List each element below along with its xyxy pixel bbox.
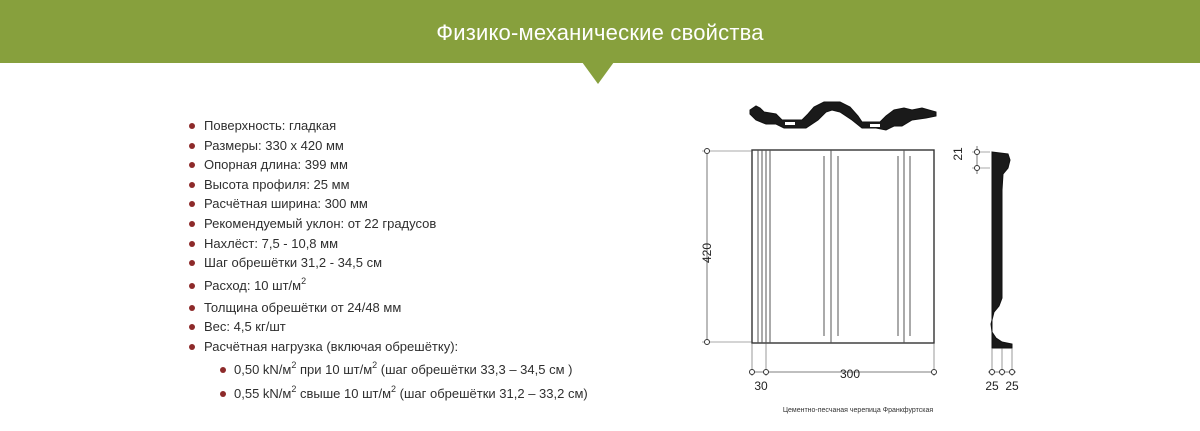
tile-drawing (690, 98, 1030, 428)
header-pointer (582, 62, 614, 84)
property-consumption: Расход: 10 $шт/м^2$ (188, 273, 588, 298)
dim-height: 420 (700, 242, 714, 264)
section-header (0, 0, 1200, 63)
property-profile-height: Высота профиля: 25 мм (188, 175, 588, 195)
dim-side-right: 25 (1005, 379, 1019, 393)
property-calc-width: Расчётная ширина: 300 мм (188, 194, 588, 214)
property-batten-spacing: Шаг обрешётки 31,2 - 34,5 см (188, 253, 588, 273)
property-batten-thickness: Толщина обрешётки от 24/48 мм (188, 298, 588, 318)
property-slope: Рекомендуемый уклон: от 22 градусов (188, 214, 588, 234)
dim-top-offset: 21 (951, 147, 965, 161)
load-item: 0,50 $kN/м^2$ при 10 $шт/м^2$ (шаг обрешётки 33,3 – 34,5 см ) (204, 358, 588, 382)
property-surface: Поверхность: гладкая (188, 116, 588, 136)
properties-list (188, 116, 588, 406)
tile-profile-top (750, 102, 936, 130)
property-support-length: Опорная длина: 399 мм (188, 155, 588, 175)
load-list (204, 358, 588, 406)
property-overlap: Нахлёст: 7,5 - 10,8 мм (188, 234, 588, 254)
property-load: Расчётная нагрузка (включая обрешётку): 0,50 $kN/м^2$ при 10 $шт/м^2$ (шаг обрешётки 33,3 – 34,5 см ) 0,55 $kN/м^2$ свыше 10 $шт/м^2$ (шаг обрешётки 31,2 – 33,2 см) (188, 337, 588, 406)
tile-front-view (752, 150, 934, 343)
section-title: Физико-механические свойства (436, 20, 764, 45)
load-item: 0,55 $kN/м^2$ свыше 10 $шт/м^2$ (шаг обрешётки 31,2 – 33,2 см) (204, 382, 588, 406)
drawing-caption: Цементно-песчаная черепица Франкфуртская (782, 407, 934, 414)
property-dimensions: Размеры: 330 х 420 мм (188, 136, 588, 156)
property-weight: Вес: 4,5 кг/шт (188, 317, 588, 337)
dim-left-margin: 30 (754, 379, 768, 393)
dim-side-left: 25 (985, 379, 999, 393)
tile-side-view (991, 152, 1012, 348)
dim-width: 300 (839, 367, 861, 381)
